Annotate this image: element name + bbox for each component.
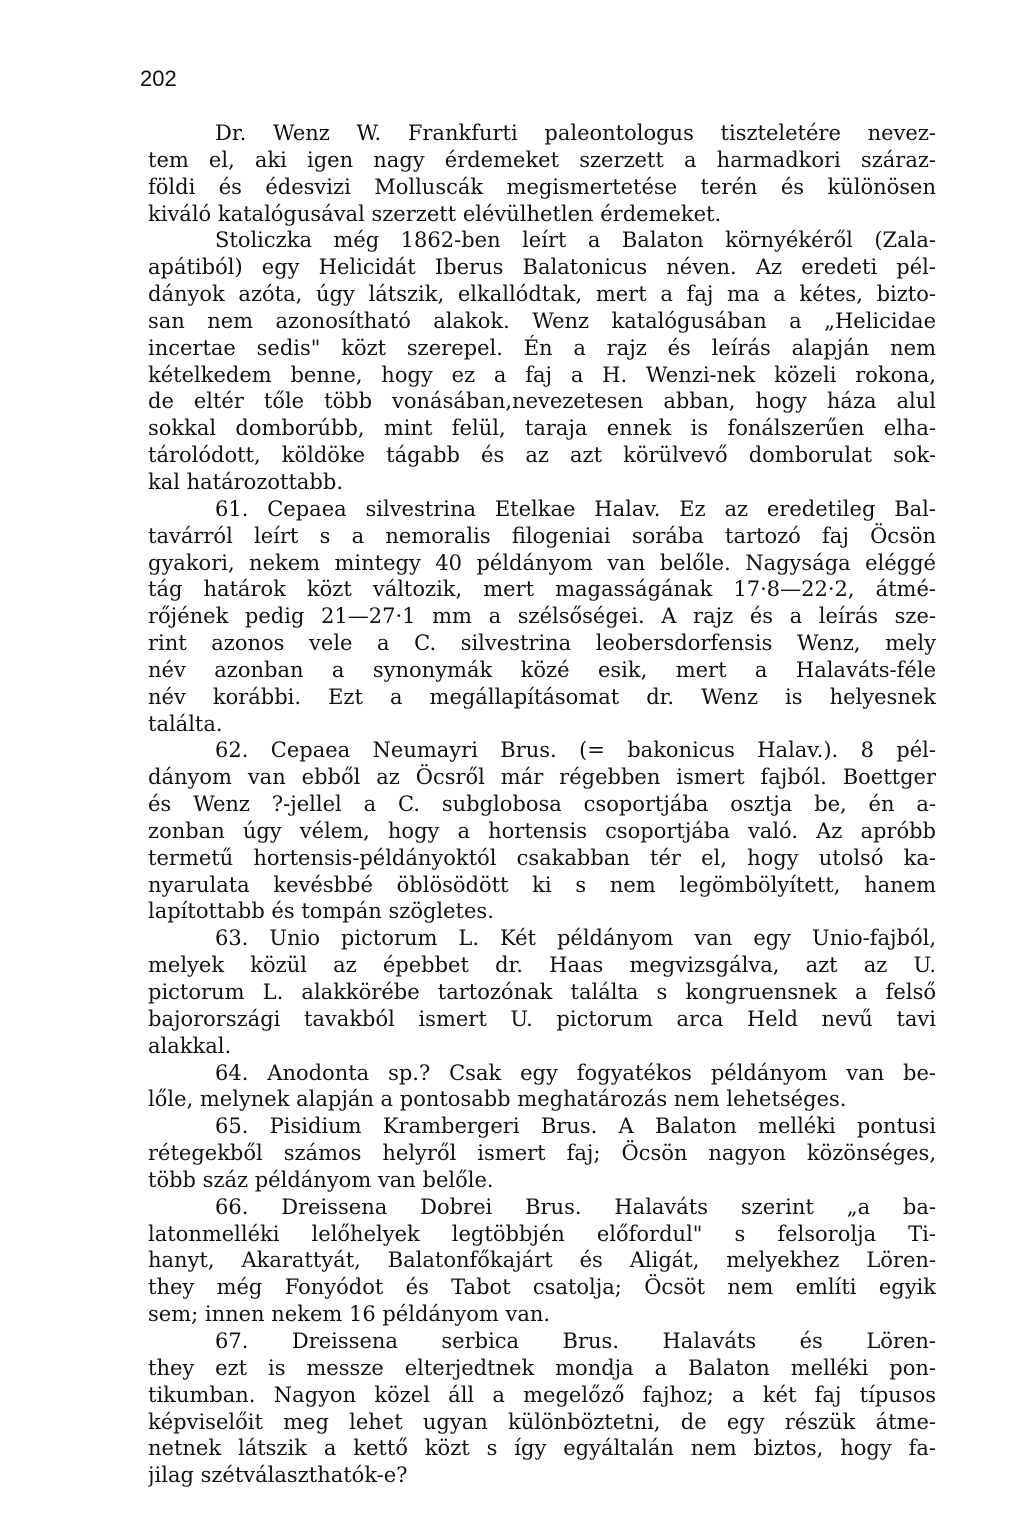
- text-line: név azonban a synonymák közé esik, mert a Halaváts-féle: [148, 657, 936, 682]
- text-line: kételkedem benne, hogy ez a faj a H. Wenzi-nek közeli rokona,: [148, 362, 936, 387]
- text-line: sokkal domborúbb, mint felül, taraja ennek is fonálszerűen elha-: [148, 416, 936, 441]
- text-line: dányom van ebből az Öcsről már régebben ismert fajból. Boettger: [148, 765, 936, 790]
- text-line: tikumban. Nagyon közel áll a megelőző fajhoz; a két faj típusos: [148, 1382, 936, 1407]
- text-line: kal határozottabb.: [148, 469, 343, 494]
- page-number: 202: [140, 66, 177, 91]
- text-line: incertae sedis" közt szerepel. Én a rajz és leírás alapján nem: [148, 335, 936, 360]
- text-line: 62. Cepaea Neumayri Brus. (= bakonicus Halav.). 8 pél-: [215, 738, 936, 763]
- text-line: jilag szétválaszthatók-e?: [148, 1463, 408, 1488]
- text-line: dányok azóta, úgy látszik, elkallódtak, mert a faj ma a kétes, bizto-: [148, 282, 936, 307]
- text-line: 66. Dreissena Dobrei Brus. Halaváts szerint „a ba-: [215, 1194, 936, 1219]
- text-line: nyarulata kevésbbé öblösödött ki s nem legömbölyített, hanem: [148, 872, 936, 897]
- text-line: több száz példányom van belőle.: [148, 1167, 494, 1192]
- text-line: 64. Anodonta sp.? Csak egy fogyatékos példányom van be-: [215, 1060, 936, 1085]
- text-line: képviselőit meg lehet ugyan különböztetni, de egy részük átme-: [148, 1409, 936, 1434]
- text-line: tavárról leírt s a nemoralis filogeniai sorába tartozó faj Öcsön: [148, 523, 936, 548]
- text-line: lapítottabb és tompán szögletes.: [148, 899, 494, 924]
- text-line: they ezt is messze elterjedtnek mondja a Balaton melléki pon-: [148, 1355, 936, 1380]
- text-line: gyakori, nekem mintegy 40 példányom van belőle. Nagysága eléggé: [148, 550, 936, 575]
- text-line: név korábbi. Ezt a megállapításomat dr. Wenz is helyesnek: [148, 684, 936, 709]
- text-line: kiváló katalógusával szerzett elévülhetlen érdemeket.: [148, 201, 722, 226]
- text-line: és Wenz ?-jellel a C. subglobosa csoportjába osztja be, én a-: [148, 792, 936, 817]
- text-line: san nem azonosítható alakok. Wenz katalógusában a „Helicidae: [148, 308, 936, 333]
- text-line: tem el, aki igen nagy érdemeket szerzett a harmadkori száraz-: [148, 147, 936, 172]
- text-line: sem; innen nekem 16 példányom van.: [148, 1302, 551, 1327]
- text-line: találta.: [148, 711, 223, 736]
- text-line: Stoliczka még 1862-ben leírt a Balaton környékéről (Zala-: [215, 228, 936, 253]
- text-line: 67. Dreissena serbica Brus. Halaváts és Lören-: [215, 1328, 936, 1353]
- text-line: földi és édesvizi Molluscák megismertetése terén és különösen: [148, 174, 936, 199]
- text-line: Dr. Wenz W. Frankfurti paleontologus tiszteletére nevez-: [215, 121, 936, 145]
- text-line: rétegekből számos helyről ismert faj; Öcsön nagyon közönséges,: [148, 1141, 936, 1166]
- text-line: latonmelléki lelőhelyek legtöbbjén előfordul" s felsorolja Ti-: [148, 1221, 936, 1246]
- text-line: termetű hortensis-példányoktól csakabban tér el, hogy utolsó ka-: [148, 845, 936, 870]
- text-line: 61. Cepaea silvestrina Etelkae Halav. Ez az eredetileg Bal-: [215, 496, 936, 521]
- text-line: pictorum L. alakkörébe tartozónak találta s kongruensnek a felső: [148, 980, 936, 1004]
- text-line: 63. Unio pictorum L. Két példányom van egy Unio-fajból,: [215, 926, 936, 951]
- text-line: they még Fonyódot és Tabot csatolja; Öcsöt nem említi egyik: [148, 1275, 936, 1300]
- text-line: lőle, melynek alapján a pontosabb meghatározás nem lehetséges.: [148, 1087, 847, 1112]
- text-line: rőjének pedig 21—27·1 mm a szélsőségei. A rajz és a leírás sze-: [148, 604, 936, 629]
- text-line: de eltér tőle több vonásában,nevezetesen abban, hogy háza alul: [148, 389, 936, 414]
- text-line: melyek közül az épebbet dr. Haas megvizsgálva, azt az U.: [148, 953, 936, 978]
- text-line: tág határok közt változik, mert magasságának 17·8—22·2, átmé-: [148, 577, 936, 602]
- text-line: netnek látszik a kettő közt s így egyáltalán nem biztos, hogy fa-: [148, 1436, 936, 1461]
- text-line: hanyt, Akarattyát, Balatonfőkajárt és Aligát, melyekhez Lören-: [148, 1248, 936, 1273]
- text-line: rint azonos vele a C. silvestrina leobersdorfensis Wenz, mely: [148, 631, 936, 656]
- text-line: tárolódott, köldöke tágabb és az azt körülvevő domborulat sok-: [148, 443, 936, 468]
- text-line: 65. Pisidium Krambergeri Brus. A Balaton melléki pontusi: [215, 1114, 936, 1139]
- body-text: [148, 120, 936, 1489]
- text-line: zonban úgy vélem, hogy a hortensis csoportjába való. Az apróbb: [148, 818, 936, 843]
- text-line: alakkal.: [148, 1033, 232, 1058]
- text-line: bajorországi tavakból ismert U. pictorum arca Held nevű tavi: [148, 1006, 936, 1031]
- text-line: apátiból) egy Helicidát Iberus Balatonicus néven. Az eredeti pél-: [148, 255, 936, 280]
